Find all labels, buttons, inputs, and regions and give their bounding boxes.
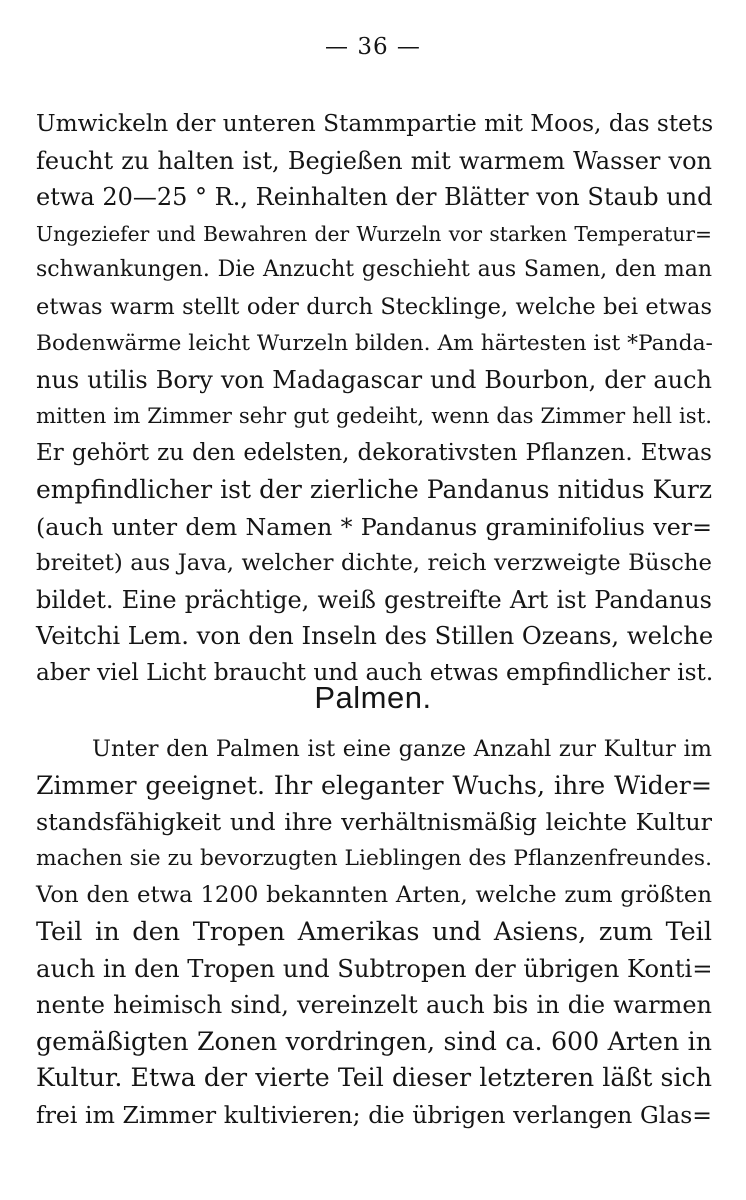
text-line: Von den etwa 1200 bekannten Arten, welche zum größten [36, 882, 712, 909]
text-line: Zimmer geeignet. Ihr eleganter Wuchs, ihre Wider= [36, 770, 712, 800]
text-line: gemäßigten Zonen vordringen, sind ca. 600 Arten in [36, 1026, 712, 1056]
text-line: empfindlicher ist der zierliche Pandanus nitidus Kurz [36, 474, 712, 504]
text-line: Ungeziefer und Bewahren der Wurzeln vor starken Temperatur= [36, 221, 712, 246]
text-line: etwa 20—25 ° R., Reinhalten der Blätter von Staub und [36, 183, 713, 212]
section-heading: Palmen. [314, 680, 432, 715]
text-line: Teil in den Tropen Amerikas und Asiens, zum Teil [36, 916, 712, 947]
text-line: Veitchi Lem. von den Inseln des Stillen Ozeans, welche [36, 621, 714, 651]
text-line: nente heimisch sind, vereinzelt auch bis in die warmen [36, 991, 712, 1020]
text-line: machen sie zu bevorzugten Lieblingen des Pflanzenfreundes. [36, 845, 712, 871]
text-line: nus utilis Bory von Madagascar und Bourbon, der auch [36, 366, 712, 395]
paragraph-pandanus [36, 106, 712, 692]
text-line: mitten im Zimmer sehr gut gedeiht, wenn das Zimmer hell ist. [36, 403, 712, 429]
text-line: Bodenwärme leicht Wurzeln bilden. Am härtesten ist *Panda- [36, 330, 713, 356]
text-line: etwas warm stellt oder durch Stecklinge, welche bei etwas [36, 293, 712, 320]
text-line: breitet) aus Java, welcher dichte, reich verzweigte Büsche [36, 550, 712, 577]
text-line: auch in den Tropen und Subtropen der übrigen Konti= [36, 953, 713, 983]
paragraph-palmen [36, 731, 712, 1134]
text-line: (auch unter dem Namen * Pandanus graminifolius ver= [36, 512, 712, 541]
text-line: Er gehört zu den edelsten, dekorativsten Pflanzen. Etwas [36, 440, 712, 467]
text-line: Unter den Palmen ist eine ganze Anzahl zur Kultur im [92, 736, 712, 762]
text-line: Umwickeln der unteren Stammpartie mit Moos, das stets [36, 110, 714, 137]
text-line: aber viel Licht braucht und auch etwas empfindlicher ist. [36, 658, 714, 686]
text-line: standsfähigkeit und ihre verhältnismäßig leichte Kultur [36, 808, 712, 837]
text-line: bildet. Eine prächtige, weiß gestreifte Art ist Pandanus [36, 585, 712, 614]
text-line: feucht zu halten ist, Begießen mit warmem Wasser von [36, 146, 712, 175]
text-line: schwankungen. Die Anzucht geschieht aus Samen, den man [36, 257, 712, 283]
text-line: Kultur. Etwa der vierte Teil dieser letzteren läßt sich [36, 1063, 712, 1093]
page-number: — 36 — [325, 34, 421, 60]
text-line: frei im Zimmer kultivieren; die übrigen verlangen Glas= [36, 1100, 712, 1129]
